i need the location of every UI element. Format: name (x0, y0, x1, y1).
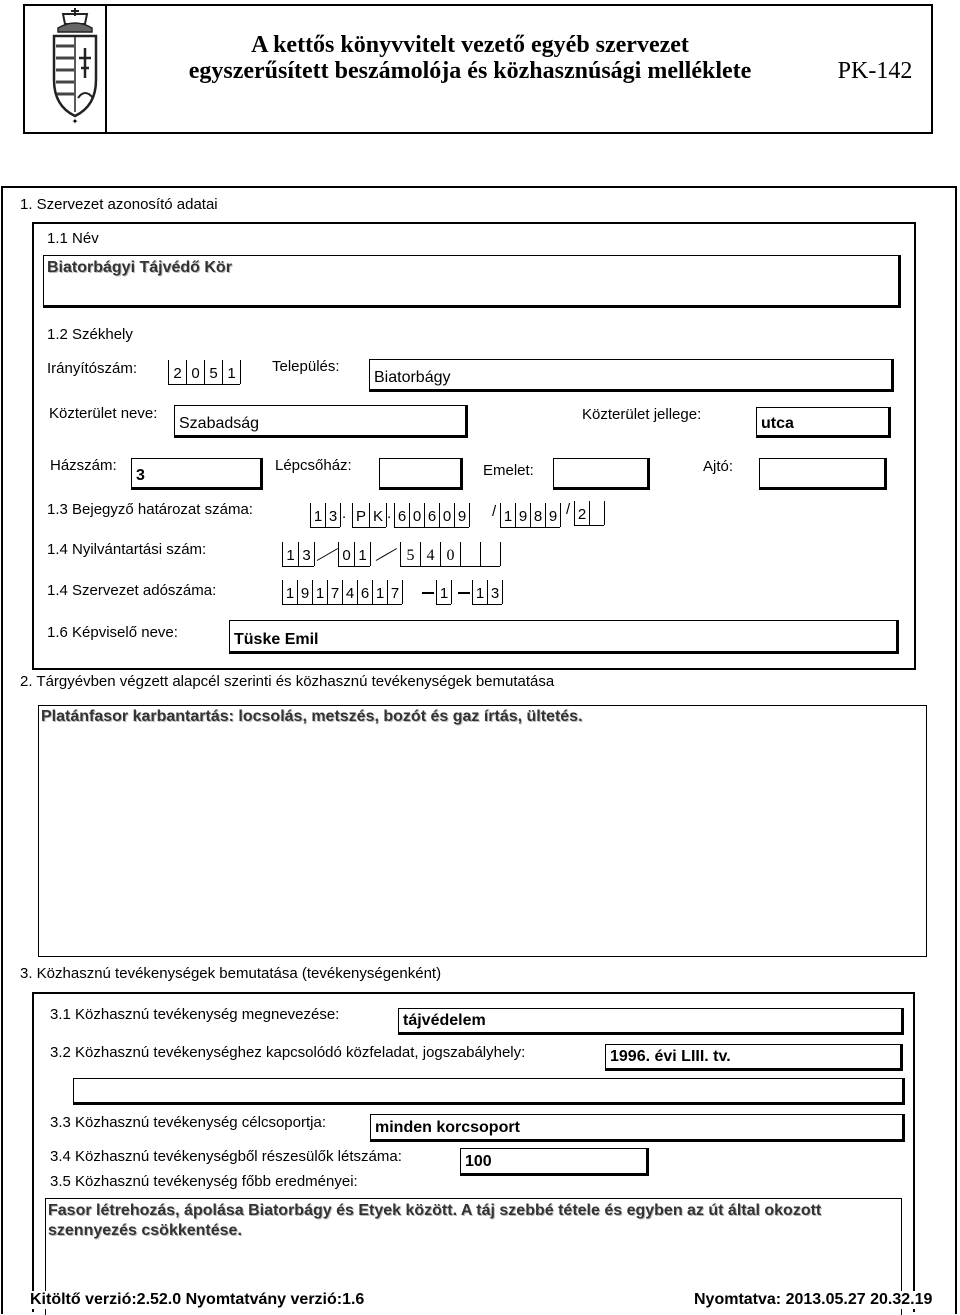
digit-cell: 3 (488, 580, 503, 604)
digit-cell: K (370, 503, 387, 527)
digit-group[interactable] (282, 580, 402, 605)
rep-value: Tüske Emil (234, 631, 319, 648)
digit-cell: P (353, 503, 370, 527)
digit-cell: 4 (421, 542, 441, 566)
door-field[interactable] (759, 458, 887, 490)
target-label: 3.3 Közhasznú tevékenység célcsoportja: (50, 1114, 326, 1131)
stair-field[interactable] (379, 458, 463, 490)
digit-cell: 1 (473, 580, 488, 604)
digit-cell: 0 (441, 542, 461, 566)
digit-cell: 1 (311, 503, 326, 527)
house-value: 3 (136, 467, 145, 484)
section1-heading: 1. Szervezet azonosító adatai (20, 196, 218, 213)
name-field[interactable] (43, 255, 901, 308)
digit-group[interactable] (400, 542, 500, 567)
activity-field[interactable] (398, 1008, 904, 1035)
city-value: Biatorbágy (374, 369, 451, 386)
digit-cell: 9 (546, 503, 561, 527)
results-label: 3.5 Közhasznú tevékenység főbb eredményei: (50, 1173, 358, 1190)
house-label: Házszám: (50, 457, 117, 474)
digit-cell: 9 (298, 580, 313, 604)
city-field[interactable] (369, 359, 894, 392)
rep-field[interactable] (229, 620, 899, 654)
hungarian-coat-of-arms-icon (40, 8, 110, 126)
footer-version: Kitöltő verzió:2.52.0 Nyomtatvány verzió:1.6 (30, 1291, 365, 1308)
digit-cell: 5 (401, 542, 421, 566)
floor-field[interactable] (553, 458, 650, 490)
digit-group[interactable] (394, 503, 469, 528)
digit-cell: 1 (501, 503, 516, 527)
digit-cell: 2 (169, 360, 187, 384)
street-field[interactable] (174, 405, 468, 438)
street-type-field[interactable] (756, 407, 891, 438)
digit-cell: 0 (440, 503, 455, 527)
street-value: Szabadság (179, 415, 260, 432)
digit-group[interactable] (282, 542, 314, 567)
digit-cell: 6 (425, 503, 440, 527)
section2-heading: 2. Tárgyévben végzett alapcél szerinti és közhasznú tevékenységek bemutatása (20, 673, 555, 690)
rep-label: 1.6 Képviselő neve: (47, 624, 178, 641)
name-label: 1.1 Név (47, 230, 99, 247)
section2-text: Platánfasor karbantartás: locsolás, metszés, bozót és gaz írtás, ültetés. (41, 708, 583, 725)
digit-cell: 9 (516, 503, 531, 527)
digit-cell: 7 (388, 580, 403, 604)
zip-label: Irányítószám: (47, 360, 138, 377)
name-value: Biatorbágyi Tájvédő Kör (47, 259, 232, 276)
digit-cell: 1 (313, 580, 328, 604)
floor-label: Emelet: (483, 462, 534, 479)
digit-cell (590, 501, 605, 525)
form-title-line1: A kettős könyvvitelt vezető egyéb szervezet (251, 32, 689, 58)
digit-group[interactable] (574, 501, 604, 526)
registry-label: 1.4 Nyilvántartási szám: (47, 541, 207, 558)
digit-cell: 1 (283, 542, 299, 566)
section2-field[interactable] (38, 705, 927, 957)
digit-cell: 0 (410, 503, 425, 527)
street-label: Közterület neve: (49, 405, 158, 422)
dash-separator (458, 592, 470, 594)
digit-group[interactable] (436, 580, 451, 605)
door-label: Ajtó: (703, 458, 734, 475)
activity-label: 3.1 Közhasznú tevékenység megnevezése: (50, 1006, 340, 1023)
activity-value: tájvédelem (403, 1012, 486, 1029)
digit-cell (481, 542, 501, 566)
digit-cell: 1 (355, 542, 371, 566)
form-code: PK-142 (837, 58, 913, 84)
law-label: 3.2 Közhasznú tevékenységhez kapcsolódó közfeladat, jogszabályhely: (50, 1044, 526, 1061)
digit-group[interactable] (338, 542, 370, 567)
city-label: Település: (272, 358, 340, 375)
law-extra-field[interactable] (73, 1078, 905, 1105)
street-type-label: Közterület jellege: (582, 406, 702, 423)
form-title-line2: egyszerűsített beszámolója és közhasznúsági melléklete (188, 58, 752, 84)
digit-cell: 5 (205, 360, 223, 384)
law-value: 1996. évi LIII. tv. (610, 1048, 731, 1065)
footer-printed: Nyomtatva: 2013.05.27 20.32.19 (694, 1291, 933, 1308)
digit-cell: 3 (326, 503, 341, 527)
digit-cell: 9 (455, 503, 470, 527)
digit-cell: 4 (343, 580, 358, 604)
count-field[interactable] (460, 1148, 649, 1176)
results-text: Fasor létrehozás, ápolása Biatorbágy és Etyek között. A táj szebbé tétele és egyben az út által okozott szennyezés csökkentése. (48, 1202, 822, 1239)
digit-cell: 1 (223, 360, 241, 384)
digit-group[interactable] (168, 360, 240, 385)
law-field[interactable] (605, 1044, 903, 1071)
digit-group[interactable] (352, 503, 386, 528)
svg-text:✦: ✦ (71, 117, 79, 126)
street-type-value: utca (761, 415, 794, 432)
digit-cell: 0 (339, 542, 355, 566)
digit-group[interactable] (310, 503, 340, 528)
count-label: 3.4 Közhasznú tevékenységből részesülők létszáma: (50, 1148, 402, 1165)
digit-group[interactable] (500, 503, 560, 528)
digit-cell: 2 (575, 501, 590, 525)
separator: / (566, 501, 571, 518)
digit-cell: 1 (437, 580, 452, 604)
stair-label: Lépcsőház: (275, 457, 352, 474)
digit-cell (461, 542, 481, 566)
digit-cell: 8 (531, 503, 546, 527)
separator: . (342, 505, 347, 522)
target-field[interactable] (370, 1114, 905, 1142)
digit-cell: 6 (395, 503, 410, 527)
section3-heading: 3. Közhasznú tevékenységek bemutatása (tevékenységenként) (20, 965, 442, 982)
separator: / (492, 503, 497, 520)
seat-label: 1.2 Székhely (47, 326, 133, 343)
digit-group[interactable] (472, 580, 502, 605)
digit-cell: 7 (328, 580, 343, 604)
decision-label: 1.3 Bejegyző határozat száma: (47, 501, 253, 518)
digit-cell: 0 (187, 360, 205, 384)
digit-cell: 3 (299, 542, 315, 566)
count-value: 100 (465, 1153, 492, 1170)
target-value: minden korcsoport (375, 1119, 520, 1136)
separator: . (387, 505, 392, 522)
tax-label: 1.4 Szervezet adószáma: (47, 582, 217, 599)
digit-cell: 1 (373, 580, 388, 604)
house-field[interactable] (131, 458, 263, 490)
dash-separator (422, 592, 434, 594)
digit-cell: 1 (283, 580, 298, 604)
digit-cell: 6 (358, 580, 373, 604)
